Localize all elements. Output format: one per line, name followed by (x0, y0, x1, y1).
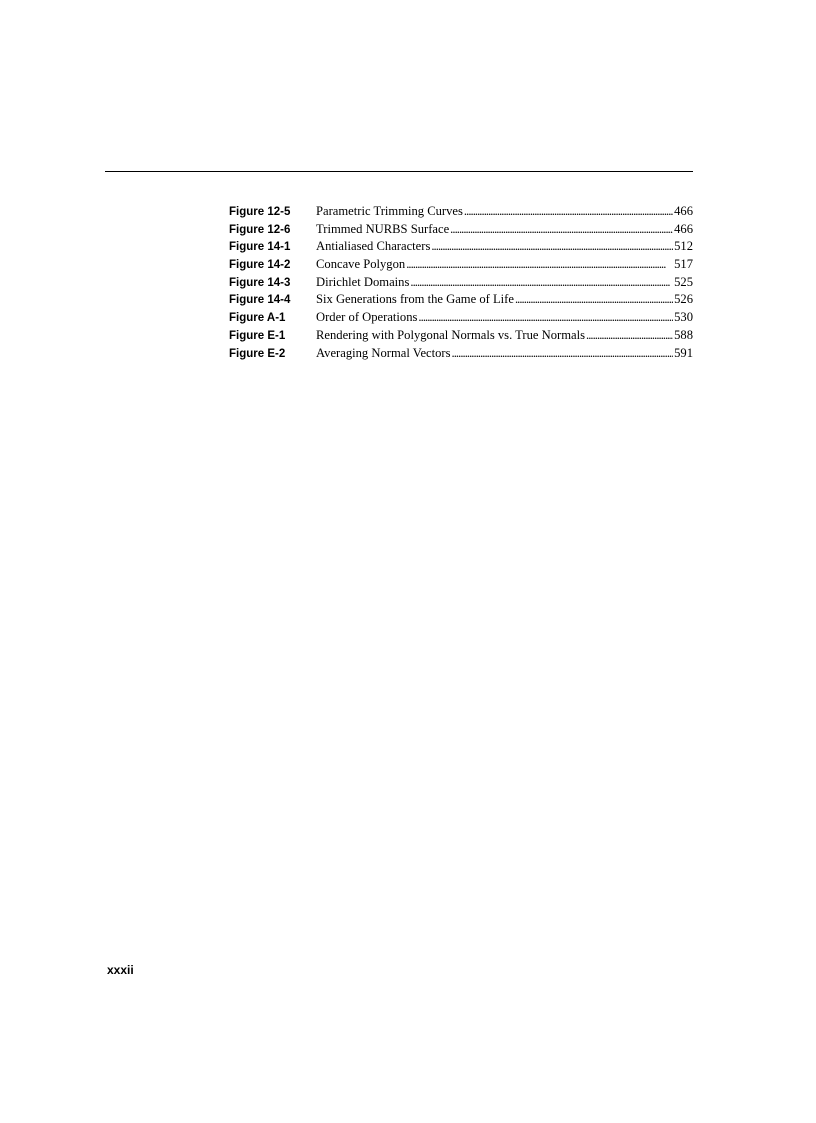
dot-leader (406, 256, 673, 274)
dot-leader (464, 203, 673, 221)
figure-label: Figure 12-6 (229, 223, 291, 236)
figure-page-number: 588 (674, 327, 693, 342)
dot-leader (410, 274, 673, 292)
figure-page-number: 466 (674, 204, 693, 218)
dot-leader (452, 345, 674, 363)
dot-leader (431, 238, 673, 256)
figure-page-number: 526 (674, 292, 693, 307)
dot-leader (586, 327, 673, 345)
figure-title: Concave Polygon (316, 257, 406, 272)
figure-label: Figure 14-1 (229, 241, 291, 254)
dot-leader (418, 309, 673, 327)
figure-entry (229, 238, 693, 256)
figure-page-number: 517 (674, 257, 693, 272)
figure-page-number: 530 (674, 310, 693, 325)
figure-entry (229, 327, 693, 345)
figure-label: Figure 14-3 (229, 276, 291, 289)
page-number: xxxii (107, 963, 134, 977)
header-rule (105, 171, 693, 172)
figure-entry (229, 309, 693, 327)
figure-page-number: 512 (674, 239, 693, 254)
figure-label: Figure 14-2 (229, 259, 291, 272)
figure-title: Trimmed NURBS Surface (316, 221, 450, 236)
figure-page-number: 591 (674, 345, 693, 360)
figure-entry (229, 256, 693, 274)
figure-label: Figure E-2 (229, 347, 286, 360)
figure-page-number: 525 (674, 274, 693, 289)
figure-entry (229, 203, 693, 221)
figure-entry (229, 345, 693, 363)
dot-leader (515, 291, 673, 309)
figure-title: Averaging Normal Vectors (316, 345, 451, 360)
list-of-figures (229, 203, 693, 362)
figure-entry (229, 291, 693, 309)
dot-leader (450, 221, 673, 239)
figure-entry (229, 274, 693, 292)
figure-label: Figure A-1 (229, 312, 286, 325)
figure-title: Six Generations from the Game of Life (316, 292, 514, 307)
figure-title: Dirichlet Domains (316, 274, 410, 289)
figure-title: Antialiased Characters (316, 239, 431, 254)
figure-page-number: 466 (674, 221, 693, 236)
figure-label: Figure E-1 (229, 329, 286, 342)
figure-label: Figure 14-4 (229, 294, 291, 307)
figure-title: Order of Operations (316, 310, 418, 325)
figure-title: Parametric Trimming Curves (316, 204, 463, 218)
figure-entry (229, 221, 693, 239)
figure-title: Rendering with Polygonal Normals vs. True Normals (316, 327, 586, 342)
figure-label: Figure 12-5 (229, 206, 291, 218)
